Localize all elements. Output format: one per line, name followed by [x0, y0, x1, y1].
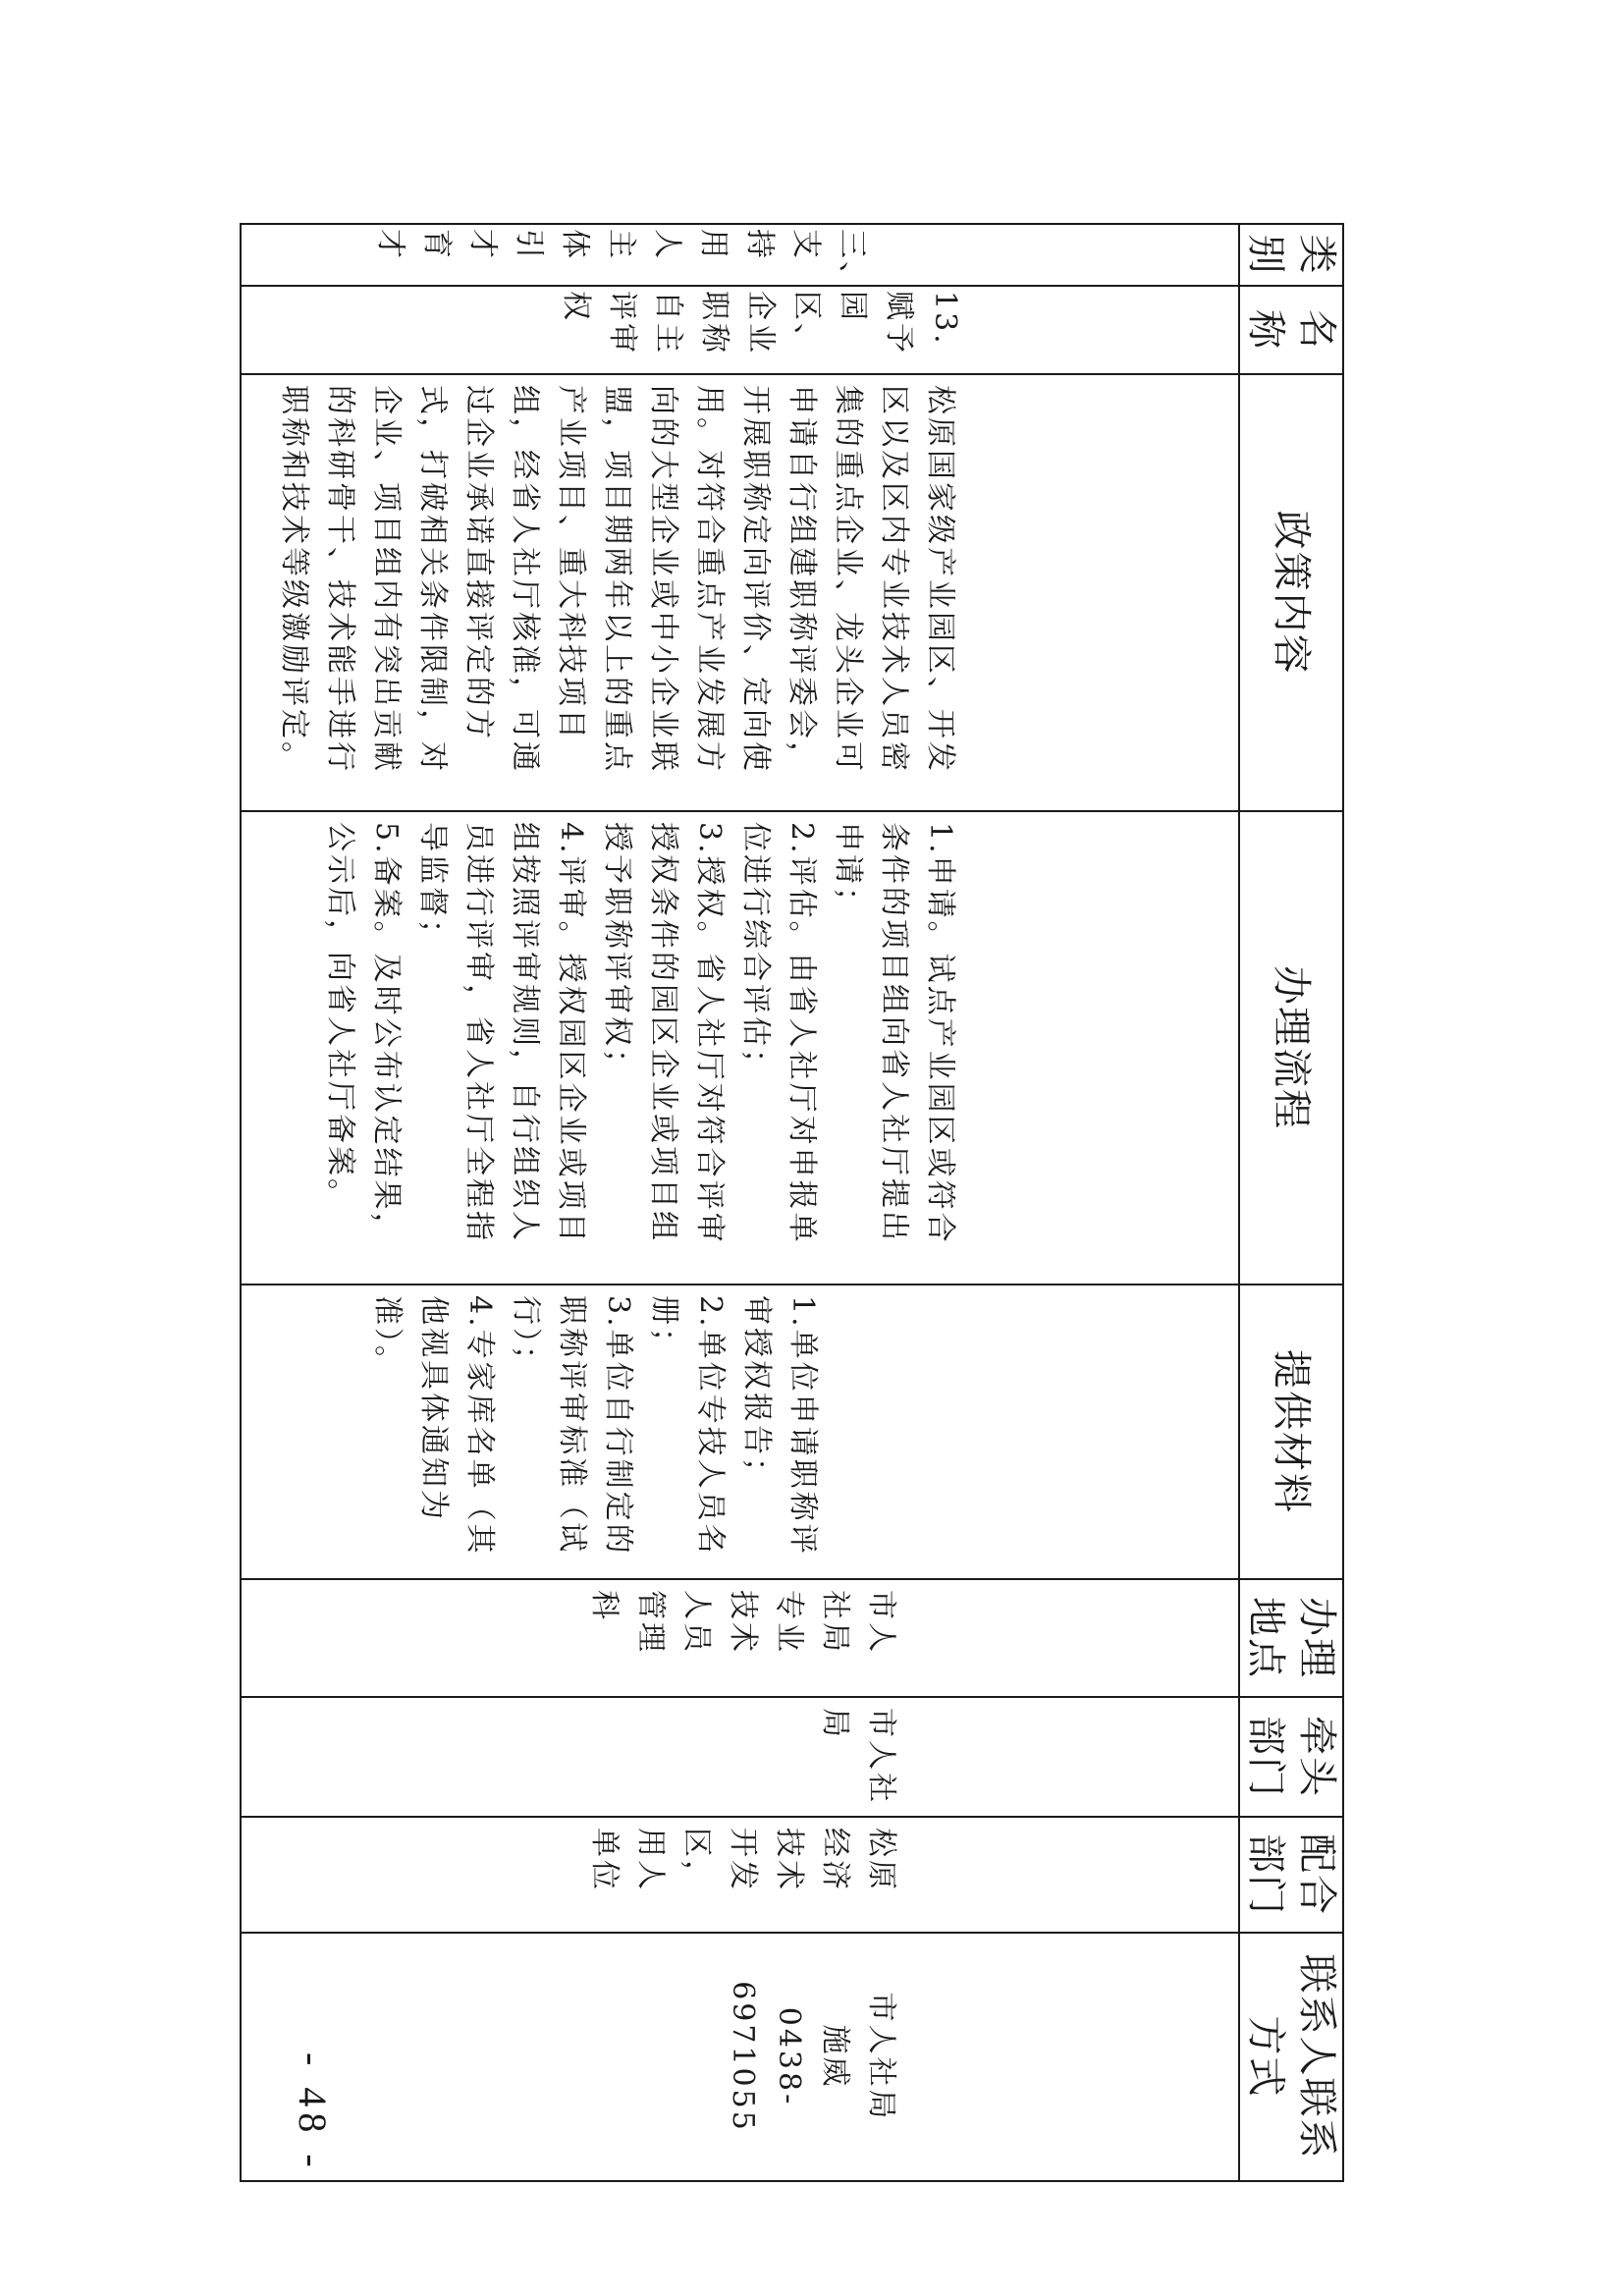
material-item: 3.单位自行制定的职称评审标准（试行）； [509, 1295, 635, 1557]
process-step: 1.申请。试点产业园区或符合条件的项目组向省人社厅提出申请； [831, 822, 957, 1245]
header-coop-dept: 配合部门 [1239, 1817, 1343, 1933]
header-materials: 提供材料 [1239, 1285, 1343, 1579]
materials-cell [241, 1285, 1239, 1579]
coop-dept-cell: 松原经济技术开发区，用人单位 [241, 1817, 1239, 1933]
material-item: 1.单位申请职称评审授权报告； [739, 1295, 820, 1557]
process-step: 3.授权。省人社厅对符合评审授权条件的园区企业或项目组授予职称评审权； [600, 822, 727, 1245]
contact-phone-number: 6971055 [726, 1981, 760, 2133]
contact-phone-area: 0438- [772, 2006, 806, 2107]
content-cell: 松原国家级产业园区、开发区以及区内专业技术人员密集的重点企业、龙头企业可申请自行组建职称评委会，开展职称定向评价、定向使用。对符合重点产业发展方向的大型企业或中小企业联盟，项目期两年以上的重点产业项目、重大科技项目组，经省人社厅核准，可通过企业承诺直接评定的方式，打破相关条件限制，对企业、项目组内有突出贡献的科研骨干、技术能手进行职称和技术等级激励评定。 [241, 374, 1239, 811]
process-step: 5.备案。及时公布认定结果，公示后，向省人社厅备案。 [323, 822, 404, 1245]
table-row [241, 224, 1239, 2181]
header-name: 名称 [1239, 286, 1343, 374]
page-number: - 48 - [291, 2052, 335, 2173]
process-step: 2.评估。由省人社厅对申报单位进行综合评估； [738, 822, 819, 1245]
material-item: 4.专家库名单（其他视具体通知为准）。 [370, 1295, 497, 1557]
header-category: 类别 [1239, 224, 1343, 286]
name-cell: 13.赋予园区、企业职称自主评审权 [241, 286, 1239, 374]
table-header-row [1239, 224, 1343, 2181]
category-cell: 三、支持用人主体引才育才 [241, 224, 1239, 286]
contact-person: 施威 [818, 2024, 852, 2090]
header-content: 政策内容 [1239, 374, 1343, 811]
contact-cell [241, 1933, 1239, 2181]
header-lead-dept: 牵头部门 [1239, 1697, 1343, 1817]
header-location: 办理地点 [1239, 1579, 1343, 1697]
lead-dept-cell: 市人社局 [241, 1697, 1239, 1817]
header-contact: 联系人联系方式 [1239, 1933, 1343, 2181]
policy-table [240, 223, 1344, 2182]
location-cell: 市人社局专业技术人员管理科 [241, 1579, 1239, 1697]
process-cell [241, 811, 1239, 1285]
contact-dept: 市人社局 [864, 1992, 898, 2122]
process-step: 4.评审。授权园区企业或项目组按照评审规则，自行组织人员进行评审，省人社厅全程指导监督； [415, 822, 588, 1245]
material-item: 2.单位专技人员名册； [647, 1295, 728, 1557]
rotated-table-wrapper [240, 223, 1344, 2180]
header-process: 办理流程 [1239, 811, 1343, 1285]
